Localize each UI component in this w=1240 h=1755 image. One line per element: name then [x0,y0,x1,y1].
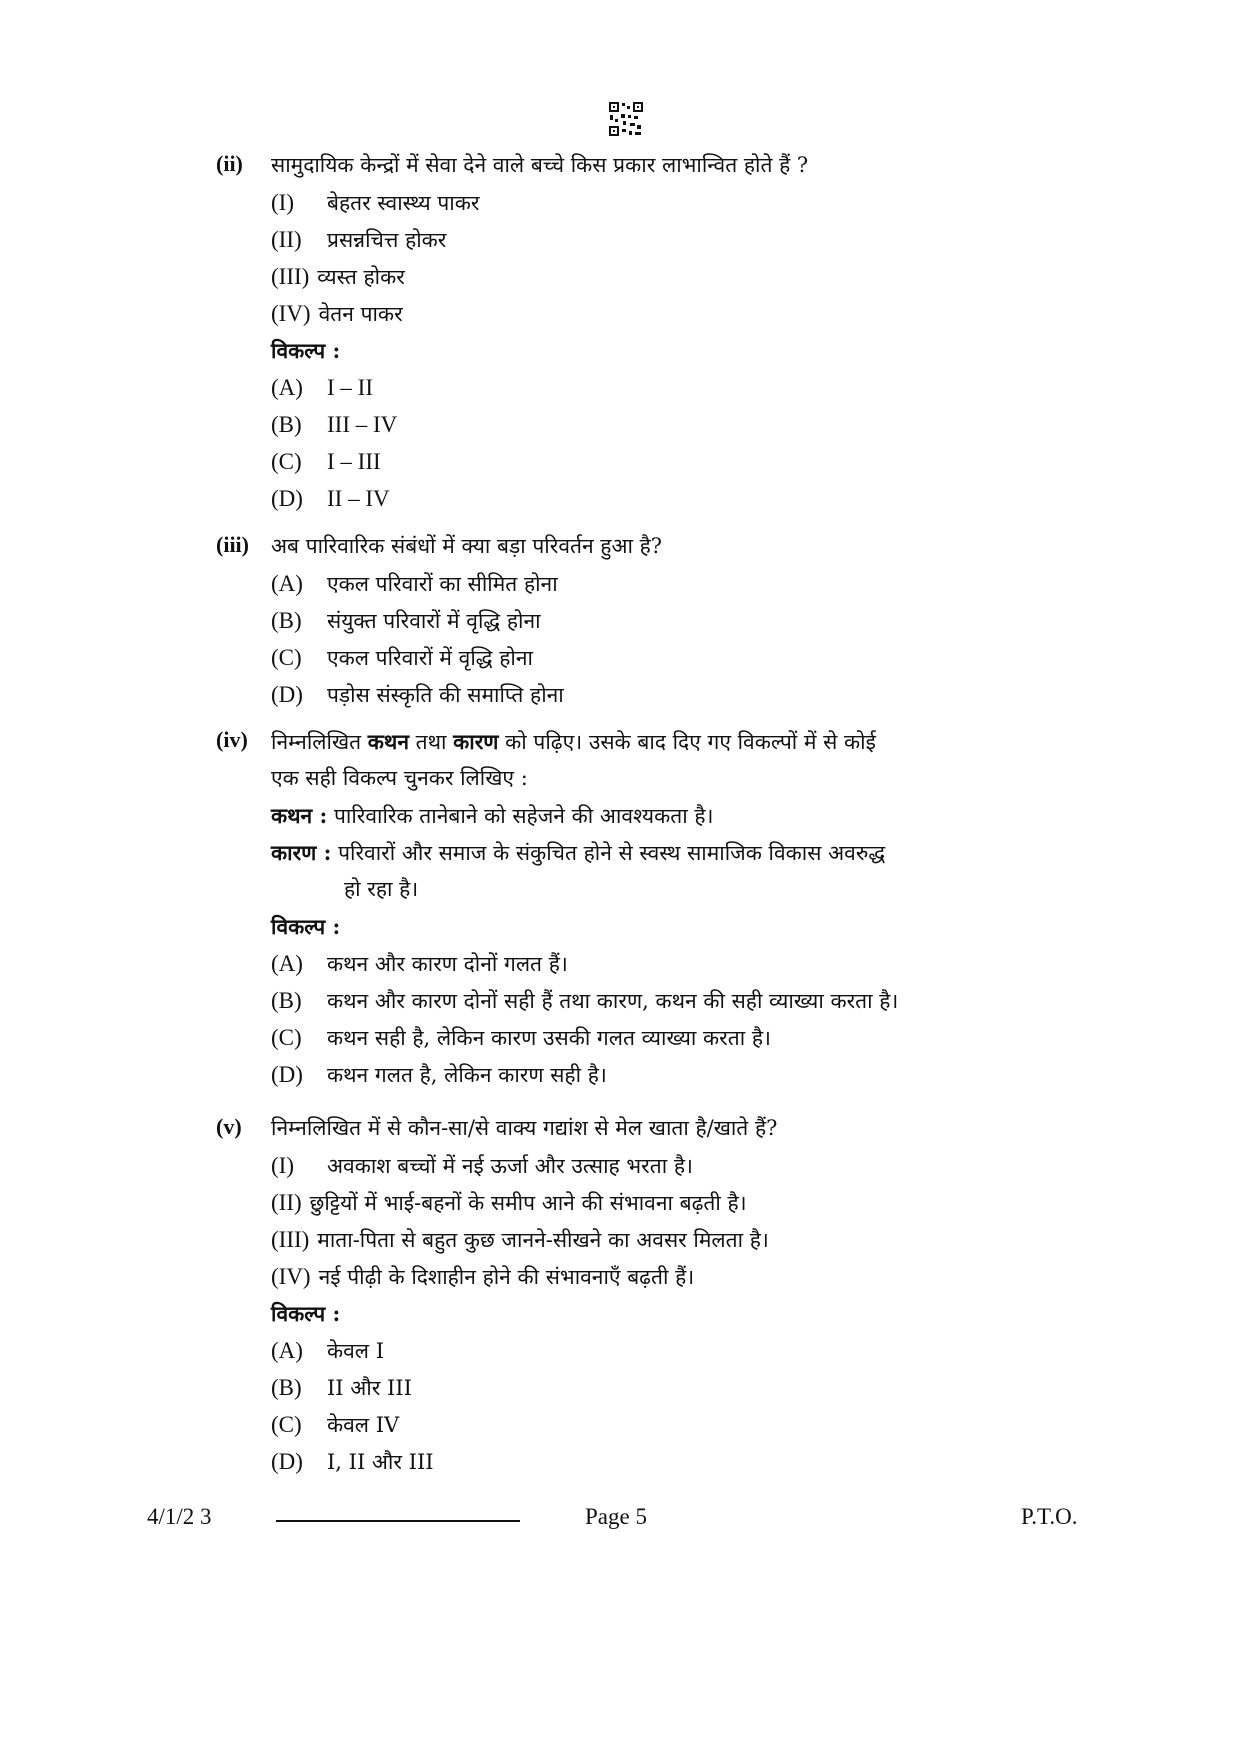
statement-item: (III) व्यस्त होकर [271,264,405,289]
question-text-line-2: एक सही विकल्प चुनकर लिखिए : [271,766,528,790]
pto-label: P.T.O. [1021,1504,1078,1529]
statement-item: (III) माता-पिता से बहुत कुछ जानने-सीखने का अवसर मिलता है। [271,1227,769,1252]
option-c: (C) I – III [271,449,381,474]
page-footer [0,1504,1240,1544]
statement-item: (IV) वेतन पाकर [271,301,403,326]
assertion: कथन : पारिवारिक तानेबाने को सहेजने की आवश्यकता है। [271,803,714,828]
option-a: (A) I – II [271,375,373,400]
statement-item: (II) छुट्टियों में भाई-बहनों के समीप आने की संभावना बढ़ती है। [271,1190,747,1215]
question-iii [216,528,996,713]
question-text: निम्नलिखित में से कौन-सा/से वाक्य गद्यांश से मेल खाता है/खाते हैं? [271,1116,778,1140]
option-b: (B) संयुक्त परिवारों में वृद्धि होना [271,608,541,633]
question-text: निम्नलिखित कथन तथा कारण को पढ़िए। उसके बाद दिए गए विकल्पों में से कोई [271,729,876,754]
question-number: (v) [216,1114,242,1139]
question-text: सामुदायिक केन्द्रों में सेवा देने वाले बच्चे किस प्रकार लाभान्वित होते हैं ? [271,153,809,177]
statement-item: (IV) नई पीढ़ी के दिशाहीन होने की संभावनाएँ बढ़ती हैं। [271,1264,695,1289]
question-number: (iv) [216,727,248,752]
footer-divider [276,1520,520,1522]
option-c: (C) एकल परिवारों में वृद्धि होना [271,645,533,670]
option-c: (C) केवल IV [271,1412,400,1437]
question-ii [216,147,996,517]
option-d: (D) I, II और III [271,1449,434,1474]
option-d: (D) II – IV [271,486,390,511]
option-c: (C) कथन सही है, लेकिन कारण उसकी गलत व्याख्या करता है। [271,1025,771,1050]
reason-continuation: हो रहा है। [344,877,419,901]
statement-item: (II) प्रसन्नचित्त होकर [271,227,447,252]
question-number: (ii) [216,151,243,176]
option-a: (A) एकल परिवारों का सीमित होना [271,571,558,596]
option-b: (B) III – IV [271,412,398,437]
question-number: (iii) [216,532,249,557]
question-iv [216,723,996,1093]
paper-code: 4/1/2 3 [147,1504,212,1529]
qr-code-icon [608,101,644,137]
option-d: (D) कथन गलत है, लेकिन कारण सही है। [271,1062,607,1087]
reason: कारण : परिवारों और समाज के संकुचित होने से स्वस्थ सामाजिक विकास अवरुद्ध [271,840,886,865]
option-d: (D) पड़ोस संस्कृति की समाप्ति होना [271,682,564,707]
options-heading: विकल्प : [271,914,341,939]
options-heading: विकल्प : [271,1301,341,1326]
question-v [216,1110,996,1480]
option-b: (B) कथन और कारण दोनों सही हैं तथा कारण, कथन की सही व्याख्या करता है। [271,988,899,1013]
option-a: (A) कथन और कारण दोनों गलत हैं। [271,951,568,976]
statement-item: (I) अवकाश बच्चों में नई ऊर्जा और उत्साह भरता है। [271,1153,693,1178]
question-text: अब पारिवारिक संबंधों में क्या बड़ा परिवर्तन हुआ है? [271,534,662,558]
statement-item: (I) बेहतर स्वास्थ्य पाकर [271,190,480,215]
page-number: Page 5 [585,1504,647,1529]
options-heading: विकल्प : [271,338,341,363]
option-b: (B) II और III [271,1375,412,1400]
option-a: (A) केवल I [271,1338,385,1363]
